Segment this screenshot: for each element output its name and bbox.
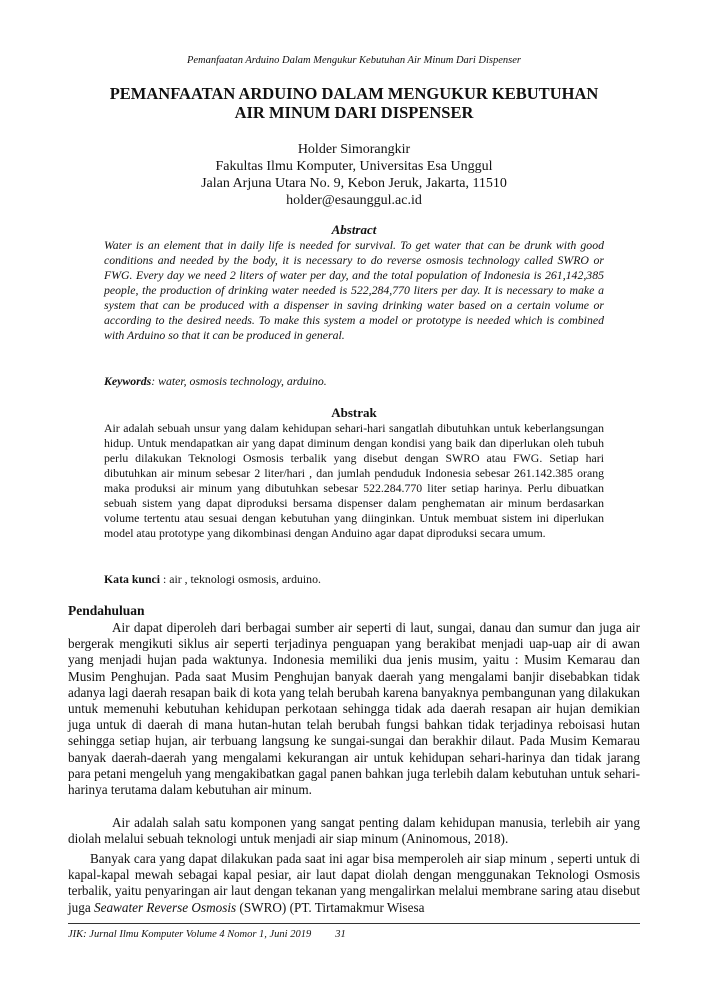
- footer-journal: JIK: Jurnal Ilmu Komputer Volume 4 Nomor 1, Juni 2019: [68, 929, 312, 940]
- keywords-id-label: Kata kunci: [104, 572, 161, 586]
- abstract-en-text: Water is an element that in daily life is needed for survival. To get water that can be drunk with good conditions and needed by the body, it is necessary to do reverse osmosis technology called SWRO or FWG. Every day we need 2 liters of water per day, and the total population of Indonesia is 261,142,385 people, the production of drinking water needed is 522,284,770 liters per day. It is necessary to make a system that can be produced with a dispenser in saving drinking water based on a certain volume or according to the desired needs. To make this system a model or prototype is needed which is combined with Arduino so that it can be produced in general.: [104, 238, 604, 342]
- keywords-en-values: : water, osmosis technology, arduino.: [151, 374, 327, 388]
- intro-p3-text: Banyak cara yang dapat dilakukan pada saat ini agar bisa memperoleh air siap minum , seperti untuk di kapal-kapal mewah sebagai kapal pesiar, air laut dapat diolah dengan menggunakan Teknologi Osmosis terbalik, yaitu penyaringan air laut dengan tekanan yang mengalirkan melalui membrane saring atau disebut juga: [68, 851, 640, 915]
- intro-paragraph-2: Air adalah salah satu komponen yang sangat penting dalam kehidupan manusia, terlebih air yang diolah melalui sebuah teknologi untuk menjadi air siap minum (Aninomous, 2018).: [68, 815, 640, 847]
- title-line-2: AIR MINUM DARI DISPENSER: [234, 103, 474, 122]
- author-affiliation: Fakultas Ilmu Komputer, Universitas Esa Unggul: [215, 159, 493, 174]
- keywords-id: [104, 572, 604, 587]
- abstract-id-text: Air adalah sebuah unsur yang dalam kehidupan sehari-hari sangatlah dibutuhkan untuk keberlangsungan hidup. Untuk mendapatkan air yang dapat diminum dengan kondisi yang baik dan diperlukan oleh tubuh perlu dilakukan Teknologi Osmosis terbalik yang disebut dengan SWRO atau FWG. Setiap hari dibutuhkan air minum sebesar 2 liter/hari , dan jumlah penduduk Indonesia sebesar 261.142.385 orang maka produksi air minum yang dibutuhkan sebesar 522.284.770 liter setiap harinya. Perlu dibuatkan sebuah sistem yang dapat diproduksi bersama dispenser dalam penghematan air minum berdasarkan volume tertentu atau sesuai dengan kebutuhan yang diinginkan. Untuk membuat sistem ini diperlukan model atau prototype yang dikombinasi dengan Anduino agar dapat diproduksi secara umum.: [104, 421, 604, 540]
- section-heading-introduction: Pendahuluan: [68, 603, 145, 618]
- footer-rule: [68, 923, 640, 924]
- intro-paragraph-1: Air dapat diperoleh dari berbagai sumber air seperti di laut, sungai, danau dan sumur dan juga air bergerak mengikuti siklus air seperti terjadinya penguapan yang berakibat menjadi uap-uap air di awan yang menjadi hujan pada waktunya. Indonesia memiliki dua jenis musim, yaitu : Musim Kemarau dan Musim Penghujan. Pada saat Musim Penghujan banyak daerah yang mengalami banjir disebabkan tidak adanya lagi daerah resapan baik di kota yang telah berubah karena banyaknya pembangunan yang dilakukan untuk memenuhi kebutuhan kehidupan perkotaan sehingga tidak ada daerah resapan air hujan demikian juga untuk di daerah di mana hutan-hutan telah berubah fungsi bahkan tidak terjadinya reboisasi hutan sehingga setiap hujan, air terbuang langsung ke sungai-sungai dan berakhir dilaut. Pada Musim Kemarau banyak daerah-daerah yang mengalami kekurangan air untuk kehidupan sehari-harinya dan tidak jarang para petani mengeluh yang mengakibatkan gagal panen bahkan juga terlebih dalam kebutuhan untuk sehari-harinya terutama dalam kebutuhan air minum.: [68, 620, 640, 798]
- title-line-1: PEMANFAATAN ARDUINO DALAM MENGUKUR KEBUTUHAN: [109, 84, 599, 103]
- intro-p3-text-end: (SWRO) (PT. Tirtamakmur Wisesa: [236, 899, 425, 915]
- running-header: Pemanfaatan Arduino Dalam Mengukur Kebutuhan Air Minum Dari Dispenser: [186, 55, 522, 66]
- keywords-en-label: Keywords: [104, 374, 152, 388]
- author-name: Holder Simorangkir: [297, 142, 411, 157]
- keywords-id-values: : air , teknologi osmosis, arduino.: [160, 572, 321, 586]
- footer-page-number: 31: [335, 929, 346, 940]
- keywords-en: [104, 374, 604, 389]
- intro-p3-term: Seawater Reverse Osmosis: [94, 899, 237, 915]
- author-address: Jalan Arjuna Utara No. 9, Kebon Jeruk, Jakarta, 11510: [201, 176, 507, 191]
- author-block: [0, 141, 708, 209]
- author-email: holder@esaunggul.ac.id: [286, 193, 422, 208]
- paper-title: [0, 84, 708, 122]
- abstract-id-heading: Abstrak: [331, 405, 377, 420]
- intro-paragraph-3: [68, 851, 640, 916]
- page-footer: [68, 929, 346, 940]
- abstract-en-heading: Abstract: [331, 222, 377, 237]
